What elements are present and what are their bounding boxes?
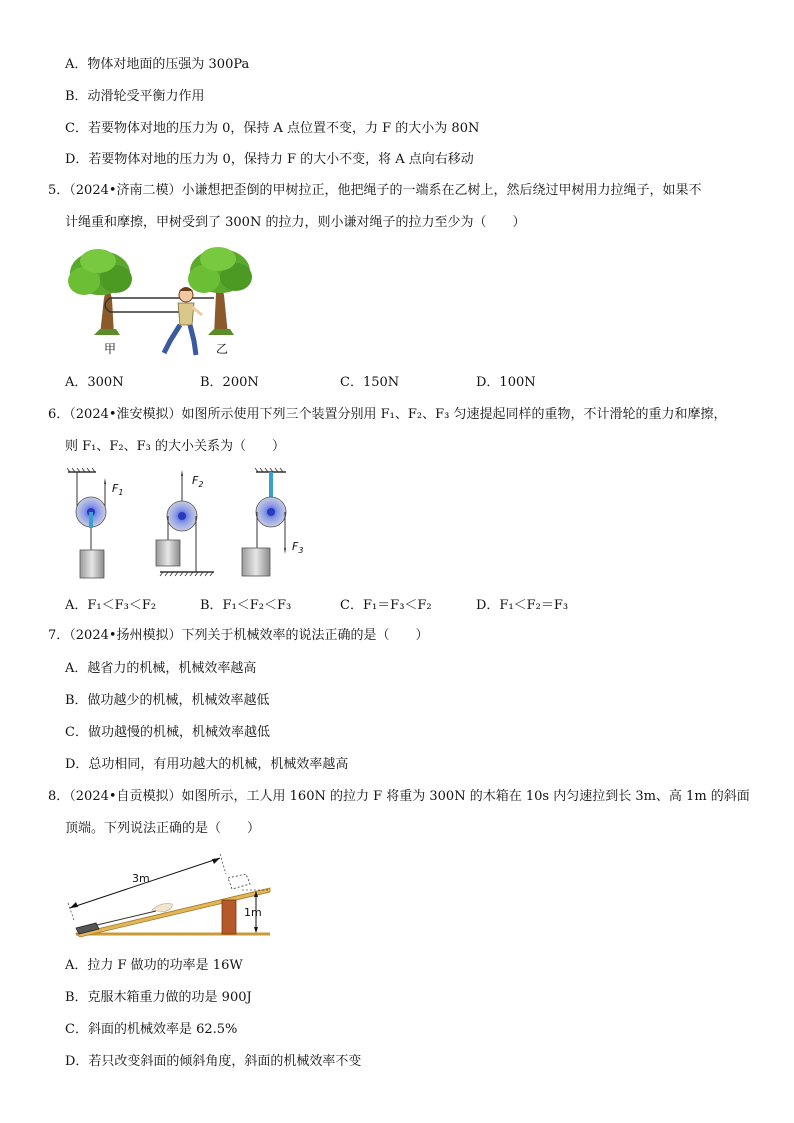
tree-a-icon <box>68 249 132 335</box>
q7-option-b: B．做功越少的机械，机械效率越低 <box>65 693 270 708</box>
q4-option-b: B．动滑轮受平衡力作用 <box>65 89 205 104</box>
q6-force-list: F₁、F₂、F₃ <box>380 407 450 422</box>
length-label: 3m <box>132 872 150 885</box>
q4-option-c: C．若要物体对地的压力为 0，保持 A 点位置不变，力 F 的大小为 80N <box>65 121 480 136</box>
q5-stem-line1: 5．（2024•济南二模）小谦想把歪倒的甲树拉正，他把绳子的一端系在乙树上，然后绕过甲树用力拉绳子，如果不 <box>48 183 702 198</box>
svg-text:F3: $F_3$ <box>292 540 304 555</box>
q5-option-a: A．300N <box>65 375 124 390</box>
q7-option-d: D．总功相同，有用功越大的机械，机械效率越高 <box>65 757 349 772</box>
q5-stem-line2: 计绳重和摩擦，甲树受到了 300N 的拉力，则小谦对绳子的拉力至少为（ ） <box>65 215 526 230</box>
q4-option-a: A．物体对地面的压强为 300Pa <box>65 57 250 72</box>
tree-a-label: 甲 <box>104 342 117 356</box>
q4-option-d: D．若要物体对地的压力为 0，保持力 F 的大小不变，将 A 点向右移动 <box>65 152 474 167</box>
q5-trees-figure <box>64 243 260 361</box>
q7-option-c: C．做功越慢的机械，机械效率越低 <box>65 725 270 740</box>
q6-force-list-2: F₁、F₂、F₃ <box>82 439 151 454</box>
q6-option-b: B．F₁＜F₂＜F₃ <box>200 598 292 613</box>
q7-option-a: A．越省力的机械，机械效率越高 <box>65 661 257 676</box>
q5-option-d: D．100N <box>476 375 536 390</box>
q8-stem-line1: 8．（2024•自贡模拟）如图所示，工人用 160N 的拉力 F 将重为 300N 的木箱在 10s 内匀速拉到长 3m、高 1m 的斜面 <box>48 789 750 804</box>
q6-option-a: A．F₁＜F₃＜F₂ <box>65 598 157 613</box>
svg-text:F1: $F_1$ <box>112 482 124 497</box>
q6-stem-line2: 则 F₁、F₂、F₃ 的大小关系为（ ） <box>65 439 285 454</box>
q5-option-b: B．200N <box>200 375 259 390</box>
q6-option-d: D．F₁＜F₂＝F₃ <box>476 598 569 613</box>
q8-option-c: C．斜面的机械效率是 62.5% <box>65 1022 238 1037</box>
q8-option-b: B．克服木箱重力做的功是 900J <box>65 990 252 1005</box>
pulley-device-1 <box>67 468 123 578</box>
svg-text:F2: $F_2$ <box>192 474 204 489</box>
tree-b-icon <box>188 247 252 335</box>
person-icon <box>164 287 202 355</box>
tree-b-label: 乙 <box>216 342 229 356</box>
pulley-device-2 <box>156 470 214 576</box>
q8-stem-line2: 顶端。下列说法正确的是（ ） <box>65 821 261 836</box>
q8-option-a: A．拉力 F 做功的功率是 16W <box>65 958 243 973</box>
height-label: 1m <box>244 906 262 919</box>
q6-stem-line1: 6．（2024•淮安模拟）如图所示使用下列三个装置分别用 F₁、F₂、F₃ 匀速提起同样的重物，不计滑轮的重力和摩擦， <box>48 407 727 422</box>
q6-option-c: C．F₁＝F₃＜F₂ <box>340 598 432 613</box>
q6-pulleys-figure <box>64 466 324 584</box>
q8-option-d: D．若只改变斜面的倾斜角度，斜面的机械效率不变 <box>65 1054 362 1069</box>
pulley-device-3 <box>242 468 303 576</box>
q5-option-c: C．150N <box>340 375 400 390</box>
q7-stem: 7．（2024•扬州模拟）下列关于机械效率的说法正确的是（ ） <box>48 628 429 643</box>
q8-incline-figure <box>64 852 274 942</box>
